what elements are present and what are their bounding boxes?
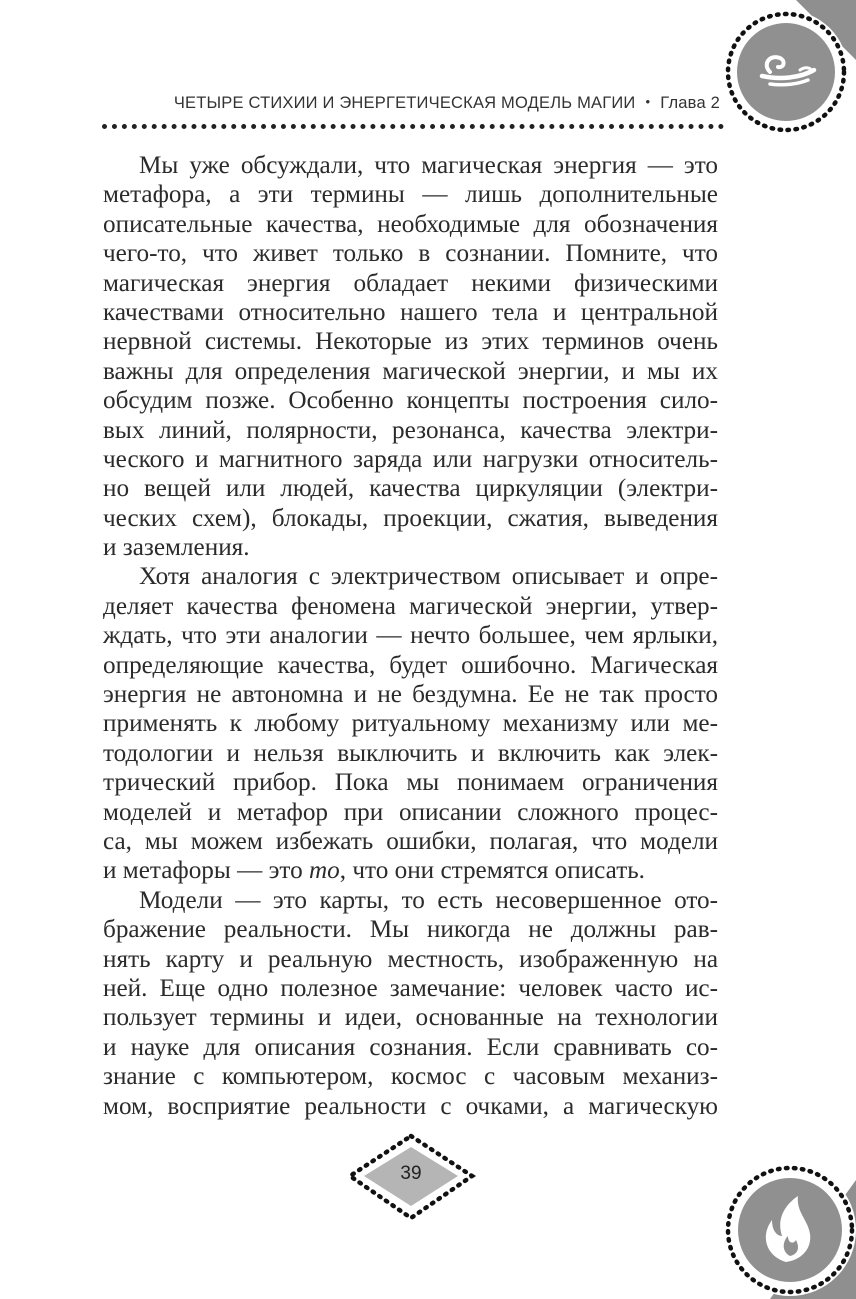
text-line: обсудим позже. Особенно концепты построения сило- <box>103 387 718 415</box>
text-line: мом, восприятие реальности с очками, а магическую <box>103 1092 718 1120</box>
text-line: магическая энергия обладает некими физическими <box>103 269 718 297</box>
text-line: ческого и магнитного заряда или нагрузки относитель- <box>103 445 718 473</box>
text-line: бражение реальности. Мы никогда не должны рав- <box>103 916 718 944</box>
text-line: нервной системы. Некоторые из этих терминов очень <box>103 328 718 356</box>
text-line: нять карту и реальную местность, изображенную на <box>103 945 718 973</box>
running-header-title: ЧЕТЫРЕ СТИХИИ И ЭНЕРГЕТИЧЕСКАЯ МОДЕЛЬ МАГИИ <box>173 94 636 112</box>
bottom-corner-badge <box>724 1164 856 1299</box>
text-line: качествами относительно нашего тела и центральной <box>103 298 718 326</box>
top-corner-badge <box>724 0 856 134</box>
text-line: Мы уже обсуждали, что магическая энергия — это <box>139 152 718 179</box>
text-line: метафора, а эти термины — лишь дополнительные <box>103 181 718 209</box>
italic-word: то <box>308 857 340 885</box>
text-line: Хотя аналогия с электричеством описывает и опре- <box>139 563 718 591</box>
text-segment: , что они стремятся описать. <box>339 857 645 885</box>
text-line: трический прибор. Пока мы понимаем ограничения <box>103 769 718 797</box>
text-line: ческих схем), блокады, проекции, сжатия, выведения <box>103 504 718 532</box>
text-line: энергия не автономна и не бездумна. Ее не так просто <box>103 681 718 709</box>
text-line: Модели — это карты, то есть несовершенное ото- <box>139 886 718 914</box>
text-line: применять к любому ритуальному механизму или ме- <box>103 710 718 738</box>
text-line <box>103 856 718 885</box>
header-separator: • <box>645 94 651 109</box>
text-line: и заземления. <box>103 534 250 562</box>
text-line: важны для определения магической энергии, и мы их <box>103 357 718 385</box>
running-header <box>100 94 720 113</box>
body-text <box>103 151 718 1121</box>
running-header-chapter: Глава 2 <box>660 94 720 112</box>
header-dotted-rule <box>102 124 724 129</box>
page-number: 39 <box>400 1163 422 1184</box>
text-line: моделей и метафор при описании сложного процес- <box>103 798 718 826</box>
text-segment: и метафоры — это <box>103 857 309 885</box>
text-line: ней. Еще одно полезное замечание: человек часто ис- <box>103 974 718 1002</box>
text-line: пользует термины и идеи, основанные на технологии <box>103 1004 718 1032</box>
text-line: и науке для описания сознания. Если сравнивать со- <box>103 1033 718 1061</box>
text-line: ждать, что эти аналогии — нечто большее, чем ярлыки, <box>103 622 718 650</box>
text-line: знание с компьютером, космос с часовым механиз- <box>103 1063 718 1091</box>
text-line: деляет качества феномена магической энергии, утвер- <box>103 592 718 620</box>
text-line: определяющие качества, будет ошибочно. Магическая <box>103 651 718 679</box>
text-line: но вещей или людей, качества циркуляции (электри- <box>103 475 718 503</box>
text-line: са, мы можем избежать ошибки, полагая, что модели <box>103 827 718 855</box>
text-line: вых линий, полярности, резонанса, качества электри- <box>103 416 718 444</box>
text-line: описательные качества, необходимые для обозначения <box>103 210 718 238</box>
text-line: тодологии и нельзя выключить и включить как элек- <box>103 739 718 767</box>
text-line: чего-то, что живет только в сознании. Помните, что <box>103 240 718 268</box>
